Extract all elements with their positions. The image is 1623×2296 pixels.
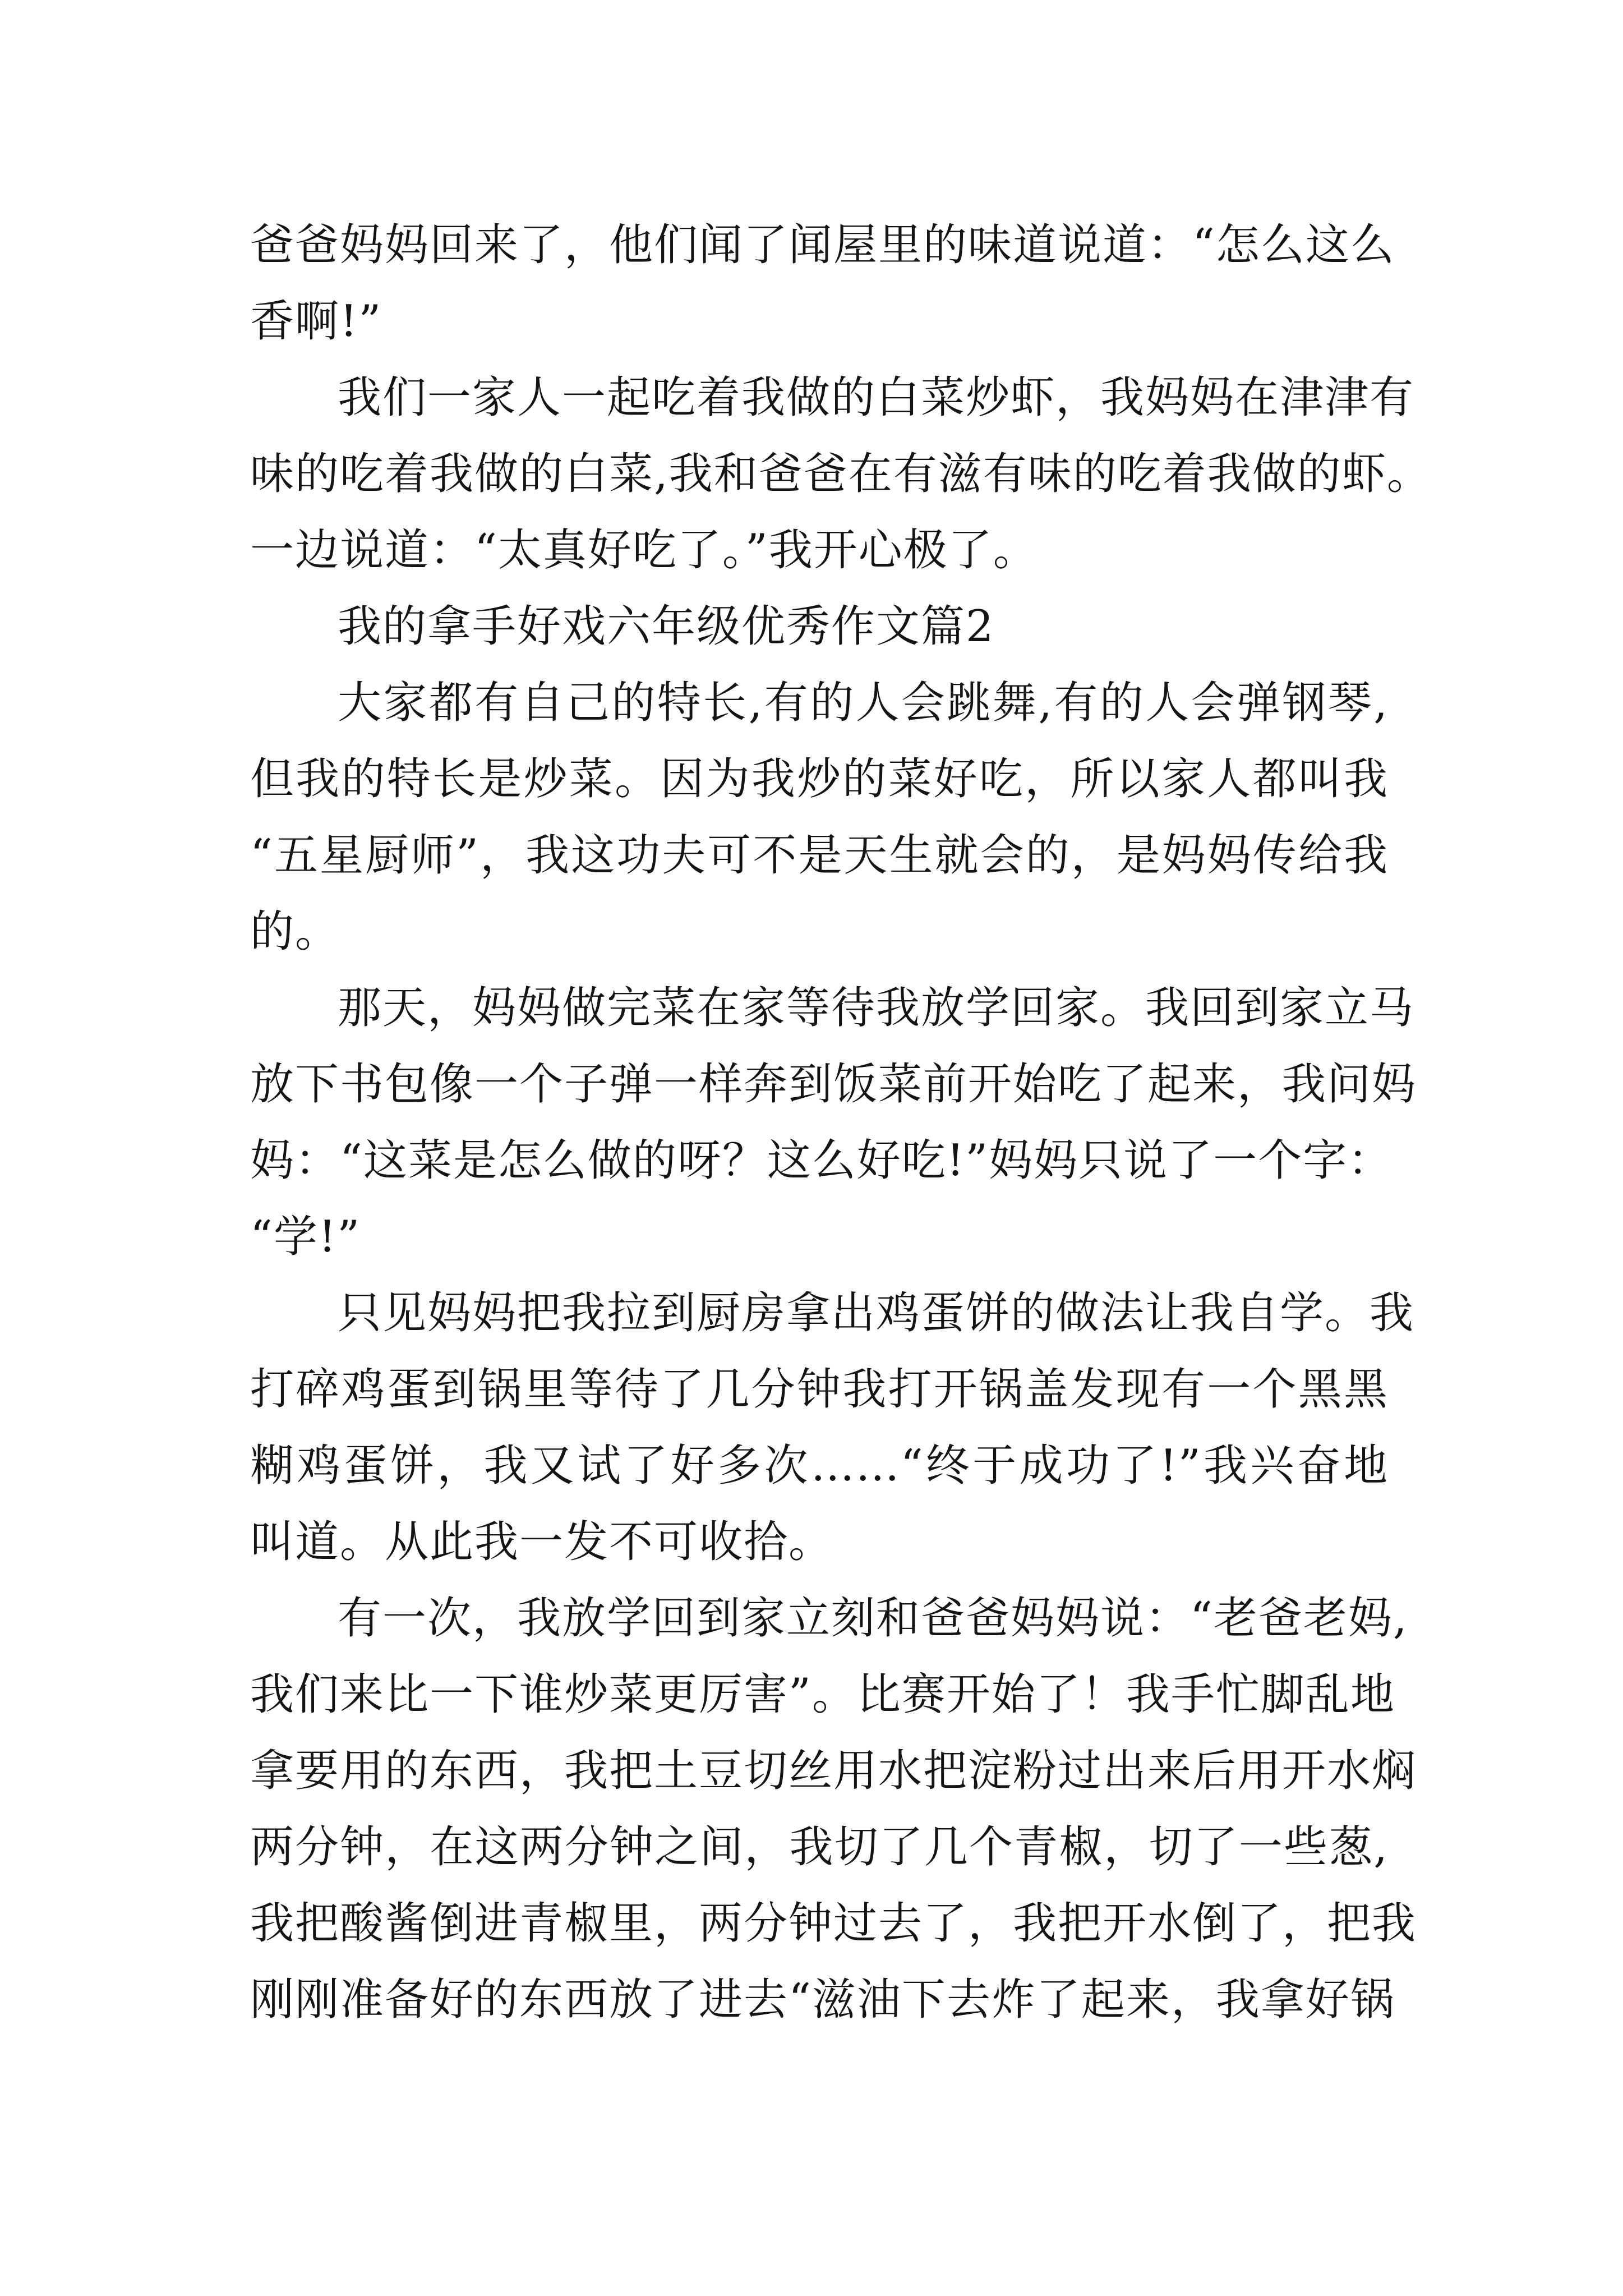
paragraph-line: 叫道。从此我一发不可收拾。 <box>250 1517 834 1567</box>
paragraph-line: 两分钟，在这两分钟之间，我切了几个青椒，切了一些葱, <box>250 1822 1389 1872</box>
paragraph-line: 放下书包像一个子弹一样奔到饭菜前开始吃了起来，我问妈 <box>250 1059 1417 1110</box>
paragraph-line: 打碎鸡蛋到锅里等待了几分钟我打开锅盖发现有一个黑黑 <box>250 1364 1389 1415</box>
paragraph-line: 拿要用的东西，我把土豆切丝用水把淀粉过出来后用开水焖 <box>250 1746 1417 1796</box>
paragraph-line: 只见妈妈把我拉到厨房拿出鸡蛋饼的做法让我自学。我 <box>338 1288 1415 1338</box>
paragraph-line: “学!” <box>250 1212 361 1262</box>
paragraph-line: 味的吃着我做的白菜,我和爸爸在有滋有味的吃着我做的虾。 <box>250 449 1432 499</box>
paragraph-line: 爸爸妈妈回来了，他们闻了闻屋里的味道说道：“怎么这么 <box>250 220 1395 270</box>
paragraph-line: 香啊!” <box>250 296 382 347</box>
paragraph-line: “五星厨师”，我这功夫可不是天生就会的，是妈妈传给我 <box>250 830 1389 881</box>
paragraph-line: 糊鸡蛋饼，我又试了好多次……“终于成功了!”我兴奋地 <box>250 1441 1389 1491</box>
paragraph-line: 一边说道：“太真好吃了。”我开心极了。 <box>250 525 1038 576</box>
paragraph-line: 我们一家人一起吃着我做的白菜炒虾，我妈妈在津津有 <box>338 372 1415 423</box>
section-heading: 我的拿手好戏六年级优秀作文篇2 <box>338 601 995 652</box>
paragraph-line: 大家都有自己的特长,有的人会跳舞,有的人会弹钢琴, <box>338 678 1389 728</box>
paragraph-line: 我们来比一下谁炒菜更厉害”。比赛开始了！我手忙脚乱地 <box>250 1669 1395 1720</box>
paragraph-line: 但我的特长是炒菜。因为我炒的菜好吃，所以家人都叫我 <box>250 754 1389 804</box>
paragraph-line: 有一次，我放学回到家立刻和爸爸妈妈说：“老爸老妈, <box>338 1593 1408 1644</box>
paragraph-line: 刚刚准备好的东西放了进去“滋油下去炸了起来，我拿好锅 <box>250 1975 1395 2025</box>
paragraph-line: 那天，妈妈做完菜在家等待我放学回家。我回到家立马 <box>338 983 1415 1033</box>
paragraph-line: 的。 <box>250 907 340 957</box>
paragraph-line: 妈：“这菜是怎么做的呀？这么好吃!”妈妈只说了一个字： <box>250 1135 1393 1186</box>
paragraph-line: 我把酸酱倒进青椒里，两分钟过去了，我把开水倒了，把我 <box>250 1898 1417 1949</box>
